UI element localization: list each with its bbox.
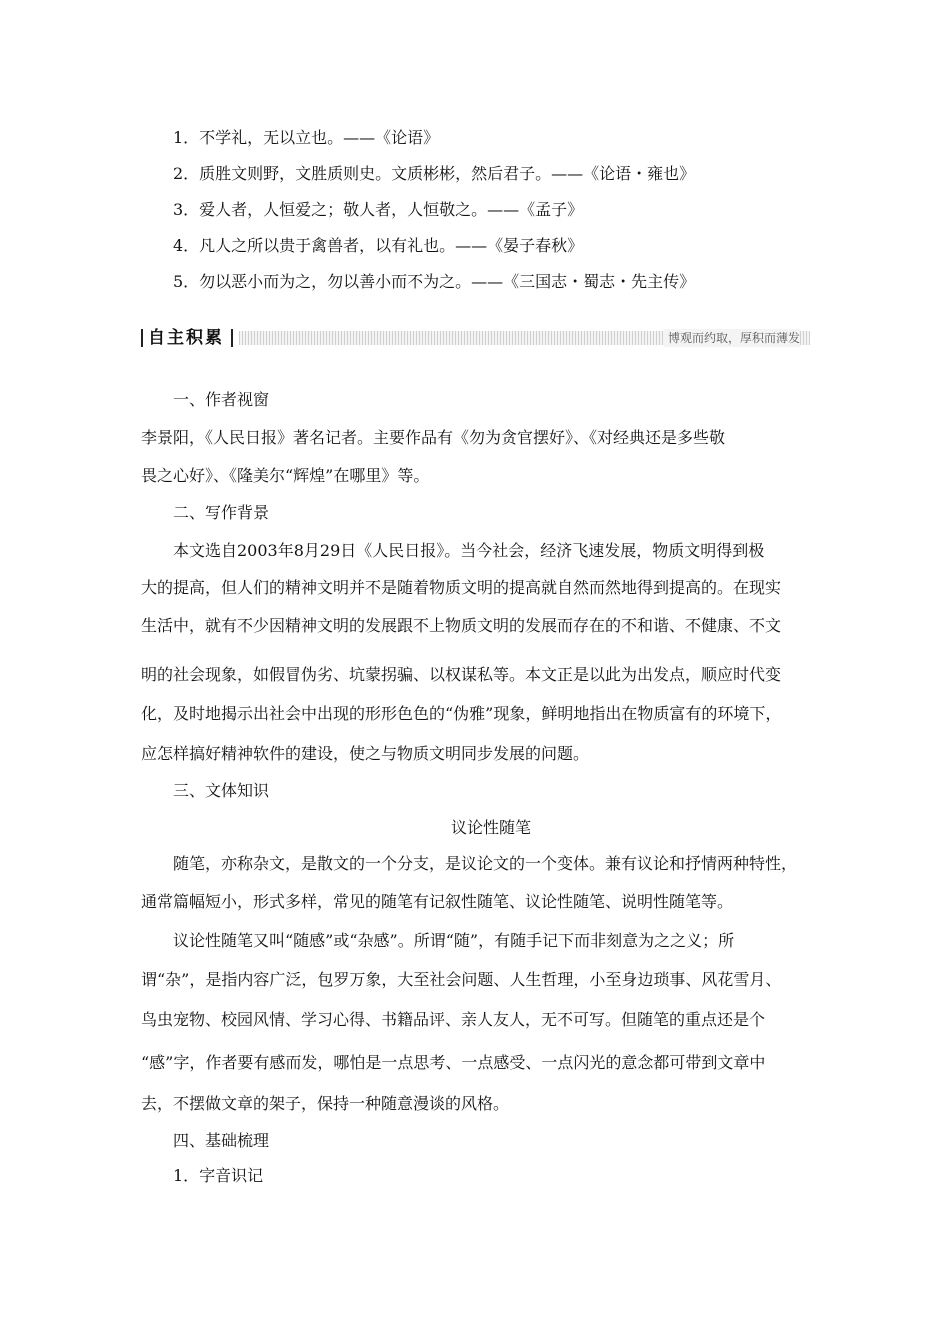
genre-heading: 三、文体知识 — [173, 781, 270, 800]
background-text-line: 应怎样搞好精神软件的建设，使之与物质文明同步发展的问题。 — [141, 744, 590, 763]
banner-motto: 博观而约取，厚积而薄发 — [664, 329, 800, 347]
author-text-line: 李景阳，《人民日报》著名记者。主要作品有《勿为贪官摆好》、《对经典还是多些敬 — [141, 428, 726, 447]
background-text-line: 生活中，就有不少因精神文明的发展跟不上物质文明的发展而存在的不和谐、不健康、不文 — [141, 616, 782, 635]
background-text-line: 化，及时地揭示出社会中出现的形形色色的“伪雅”现象，鲜明地指出在物质富有的环境下， — [141, 704, 782, 723]
background-text-line: 大的提高，但人们的精神文明并不是随着物质文明的提高就自然而然地得到提高的。在现实 — [141, 578, 782, 597]
genre-text-line: 议论性随笔又叫“随感”或“杂感”。所谓“随”，有随手记下而非刻意为之之义；所 — [173, 931, 735, 950]
banner-bar-left — [141, 329, 143, 347]
basics-subheading: 1．字音识记 — [173, 1166, 264, 1185]
banner-title: 自主积累 — [148, 328, 224, 348]
genre-text-line: 去，不摆做文章的架子，保持一种随意漫谈的风格。 — [141, 1094, 510, 1113]
quote-line: 4．凡人之所以贵于禽兽者，以有礼也。——《晏子春秋》 — [173, 236, 584, 255]
genre-text-line: 谓“杂”，是指内容广泛，包罗万象，大至社会问题、人生哲理，小至身边琐事、风花雪月、 — [141, 970, 782, 989]
background-heading: 二、写作背景 — [173, 503, 270, 522]
basics-heading: 四、基础梳理 — [173, 1131, 270, 1150]
quote-line: 3．爱人者，人恒爱之；敬人者，人恒敬之。——《孟子》 — [173, 200, 584, 219]
quote-line: 1．不学礼，无以立也。——《论语》 — [173, 128, 440, 147]
genre-text-line: 随笔，亦称杂文，是散文的一个分支，是议论文的一个变体。兼有议论和抒情两种特性， — [173, 854, 798, 873]
quote-line: 5．勿以恶小而为之，勿以善小而不为之。——《三国志・蜀志・先主传》 — [173, 272, 696, 291]
banner-bar-right — [231, 329, 233, 347]
section-banner — [141, 327, 810, 349]
quote-line: 2．质胜文则野，文胜质则史。文质彬彬，然后君子。——《论语・雍也》 — [173, 164, 696, 183]
background-text-line: 明的社会现象，如假冒伪劣、坑蒙拐骗、以权谋私等。本文正是以此为出发点，顺应时代变 — [141, 665, 782, 684]
author-heading: 一、作者视窗 — [173, 390, 270, 409]
background-text-line: 本文选自2003年8月29日《人民日报》。当今社会，经济飞速发展，物质文明得到极 — [173, 541, 765, 560]
genre-text-line: “感”字，作者要有感而发，哪怕是一点思考、一点感受、一点闪光的意念都可带到文章中 — [141, 1053, 766, 1072]
genre-text-line: 鸟虫宠物、校园风情、学习心得、书籍品评、亲人友人，无不可写。但随笔的重点还是个 — [141, 1010, 766, 1029]
genre-text-line: 通常篇幅短小，形式多样，常见的随笔有记叙性随笔、议论性随笔、说明性随笔等。 — [141, 892, 734, 911]
author-text-line: 畏之心好》、《隆美尔“辉煌”在哪里》等。 — [141, 466, 430, 485]
genre-title: 议论性随笔 — [450, 818, 531, 837]
